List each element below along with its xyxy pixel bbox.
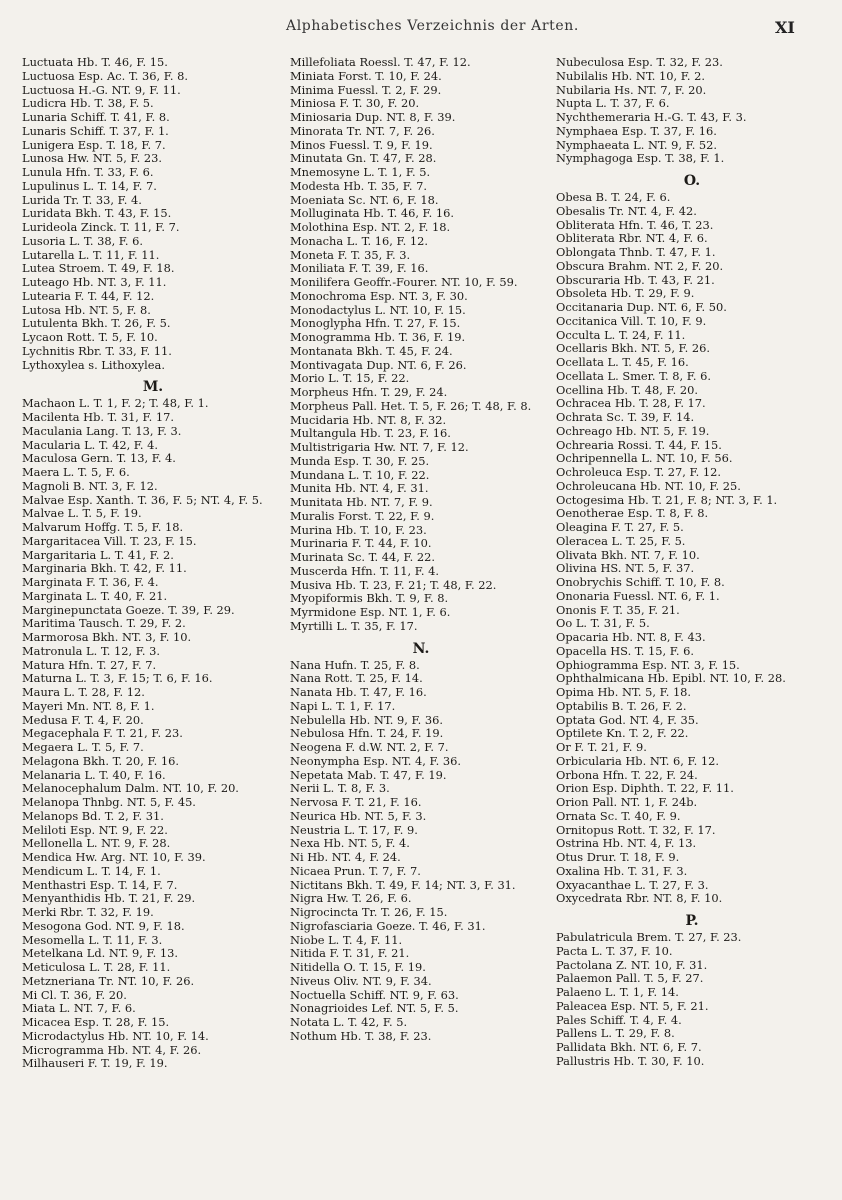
index-entry: Malvae L. T. 5, F. 19. bbox=[22, 506, 142, 521]
index-entry: Microgramma Hb. NT. 4, F. 26. bbox=[22, 1042, 202, 1057]
index-entry: Macilenta Hb. T. 31, F. 17. bbox=[22, 410, 175, 424]
index-entry: Melagona Bkh. T. 20, F. 16. bbox=[22, 753, 179, 768]
index-entry: Palaemon Pall. T. 5, F. 27. bbox=[556, 971, 704, 986]
index-entry: Minos Fuessl. T. 9, F. 19. bbox=[290, 137, 433, 152]
index-entry: Marmorosa Bkh. NT. 3, F. 10. bbox=[22, 630, 192, 644]
index-entry: Ononaria Fuessl. NT. 6, F. 1. bbox=[556, 588, 720, 603]
index-entry: Obesa B. T. 24, F. 6. bbox=[556, 190, 671, 204]
index-entry: Mucidaria Hb. NT. 8, F. 32. bbox=[290, 412, 447, 427]
index-entry: Occitanica Vill. T. 10, F. 9. bbox=[556, 313, 707, 328]
index-entry: Napi L. T. 1, F. 17. bbox=[290, 698, 396, 713]
index-entry: Nubeculosa Esp. T. 32, F. 23. bbox=[556, 56, 723, 69]
index-entry: Macularia L. T. 42, F. 4. bbox=[22, 437, 159, 452]
index-entry: Neonympha Esp. NT. 4, F. 36. bbox=[290, 753, 461, 768]
index-column-2 bbox=[290, 56, 552, 1186]
index-entry: Ochroleuca Esp. T. 27, F. 12. bbox=[556, 465, 721, 479]
index-entry: Lutulenta Bkh. T. 26, F. 5. bbox=[22, 316, 171, 331]
index-column-1 bbox=[22, 56, 284, 1186]
index-entry: Muralis Forst. T. 22, F. 9. bbox=[290, 508, 435, 523]
index-entry: Ni Hb. NT. 4, F. 24. bbox=[290, 850, 401, 864]
index-entry: Montivagata Dup. NT. 6, F. 26. bbox=[290, 357, 467, 372]
index-entry: Montanata Bkh. T. 45, F. 24. bbox=[290, 343, 453, 358]
index-entry: Noctuella Schiff. NT. 9, F. 63. bbox=[290, 987, 459, 1002]
index-entry: Micacea Esp. T. 28, F. 15. bbox=[22, 1015, 170, 1029]
index-entry: Monodactylus L. NT. 10, F. 15. bbox=[290, 302, 466, 317]
index-entry: Palaeno L. T. 1, F. 14. bbox=[556, 985, 679, 999]
index-entry: Ocellaris Bkh. NT. 5, F. 26. bbox=[556, 341, 711, 356]
index-entry: Pabulatricula Brem. T. 27, F. 23. bbox=[556, 930, 742, 944]
index-entry: Microdactylus Hb. NT. 10, F. 14. bbox=[22, 1028, 209, 1043]
index-entry: Margaritaria L. T. 41, F. 2. bbox=[22, 547, 174, 562]
index-entry: Murinata Sc. T. 44, F. 22. bbox=[290, 550, 436, 564]
index-entry: Orbona Hfn. T. 22, F. 24. bbox=[556, 767, 698, 782]
index-entry: Pallens L. T. 29, F. 8. bbox=[556, 1026, 675, 1041]
index-entry: Morpheus Hfn. T. 29, F. 24. bbox=[290, 385, 448, 399]
index-entry: Minima Fuessl. T. 2, F. 29. bbox=[290, 82, 442, 97]
index-entry: Orion Pall. NT. 1, F. 24b. bbox=[556, 795, 698, 809]
index-entry: Maculosa Gern. T. 13, F. 4. bbox=[22, 451, 176, 466]
index-entry: Mendicum L. T. 14, F. 1. bbox=[22, 863, 161, 878]
index-entry: Myrtilli L. T. 35, F. 17. bbox=[290, 618, 418, 633]
index-entry: Nitidella O. T. 15, F. 19. bbox=[290, 960, 426, 974]
index-entry: Nubilalis Hb. NT. 10, F. 2. bbox=[556, 68, 705, 83]
page-title: Alphabetisches Verzeichnis der Arten. bbox=[286, 18, 579, 34]
index-entry: Pales Schiff. T. 4, F. 4. bbox=[556, 1012, 682, 1027]
index-entry: Oo L. T. 31, F. 5. bbox=[556, 616, 650, 631]
index-entry: Marginepunctata Goeze. T. 39, F. 29. bbox=[22, 602, 235, 617]
index-entry: Ocellata L. T. 45, F. 16. bbox=[556, 355, 689, 369]
index-entry: Pacta L. T. 37, F. 10. bbox=[556, 943, 673, 958]
index-entry: Machaon L. T. 1, F. 2; T. 48, F. 1. bbox=[22, 396, 209, 411]
index-entry: Monoglypha Hfn. T. 27, F. 15. bbox=[290, 316, 461, 331]
index-entry: Moeniata Sc. NT. 6, F. 18. bbox=[290, 192, 439, 207]
index-entry: Marginata F. T. 36, F. 4. bbox=[22, 575, 159, 589]
index-entry: Medusa F. T. 4, F. 20. bbox=[22, 712, 144, 727]
index-entry: Nana Rott. T. 25, F. 14. bbox=[290, 671, 423, 686]
index-entry: Nerii L. T. 8, F. 3. bbox=[290, 781, 390, 796]
index-entry: Miata L. NT. 7, F. 6. bbox=[22, 1001, 136, 1016]
index-column-3 bbox=[556, 56, 828, 1186]
index-entry: Malvarum Hoffg. T. 5, F. 18. bbox=[22, 520, 184, 534]
index-entry: Ornitopus Rott. T. 32, F. 17. bbox=[556, 822, 716, 837]
index-entry: Miniosa F. T. 30, F. 20. bbox=[290, 96, 420, 111]
index-entry: Murinaria F. T. 44, F. 10. bbox=[290, 536, 432, 551]
index-entry: Lunaris Schiff. T. 37, F. 1. bbox=[22, 123, 169, 138]
index-entry: Lycaon Rott. T. 5, F. 10. bbox=[22, 330, 158, 344]
index-entry: Megacephala F. T. 21, F. 23. bbox=[22, 726, 183, 741]
index-entry: Minorata Tr. NT. 7, F. 26. bbox=[290, 123, 435, 138]
index-entry: Nexa Hb. NT. 5, F. 4. bbox=[290, 836, 410, 851]
index-entry: Ostrina Hb. NT. 4, F. 13. bbox=[556, 836, 697, 851]
index-entry: Ochroleucana Hb. NT. 10, F. 25. bbox=[556, 478, 741, 493]
index-entry: Metelkana Ld. NT. 9, F. 13. bbox=[22, 946, 179, 961]
index-entry: Oenotherae Esp. T. 8, F. 8. bbox=[556, 506, 709, 521]
index-entry: Lutosa Hb. NT. 5, F. 8. bbox=[22, 302, 151, 317]
index-entry: Otus Drur. T. 18, F. 9. bbox=[556, 850, 680, 864]
index-entry: Milhauseri F. T. 19, F. 19. bbox=[22, 1056, 168, 1071]
index-entry: Lunosa Hw. NT. 5, F. 23. bbox=[22, 151, 163, 166]
index-entry: Merki Rbr. T. 32, F. 19. bbox=[22, 905, 154, 919]
index-entry: Opima Hb. NT. 5, F. 18. bbox=[556, 685, 692, 699]
index-entry: Neurica Hb. NT. 5, F. 3. bbox=[290, 808, 427, 823]
index-entry: Olivina HS. NT. 5, F. 37. bbox=[556, 561, 695, 576]
index-entry: Nebulosa Hfn. T. 24, F. 19. bbox=[290, 726, 444, 741]
index-entry: Munda Esp. T. 30, F. 25. bbox=[290, 453, 430, 468]
index-entry: Marginaria Bkh. T. 42, F. 11. bbox=[22, 561, 187, 576]
index-entry: Maturna L. T. 3, F. 15; T. 6, F. 16. bbox=[22, 671, 213, 686]
index-entry: Lunula Hfn. T. 33, F. 6. bbox=[22, 165, 154, 179]
page-header bbox=[0, 18, 842, 42]
index-entry: Ophiogramma Esp. NT. 3, F. 15. bbox=[556, 657, 740, 672]
index-entry: Muscerda Hfn. T. 11, F. 4. bbox=[290, 563, 439, 578]
index-entry: Melanocephalum Dalm. NT. 10, F. 20. bbox=[22, 781, 239, 796]
index-entry: Musiva Hb. T. 23, F. 21; T. 48, F. 22. bbox=[290, 577, 497, 592]
index-entry: Olivata Bkh. NT. 7, F. 10. bbox=[556, 547, 700, 562]
index-entry: Nigrofasciaria Goeze. T. 46, F. 31. bbox=[290, 918, 486, 933]
index-entry: Optilete Kn. T. 2, F. 22. bbox=[556, 726, 689, 741]
index-entry: Metzneriana Tr. NT. 10, F. 26. bbox=[22, 973, 195, 988]
index-entry: Lutearia F. T. 44, F. 12. bbox=[22, 288, 155, 303]
index-entry: Ochripennella L. NT. 10, F. 56. bbox=[556, 451, 733, 466]
index-entry: Mesogona God. NT. 9, F. 18. bbox=[22, 918, 185, 933]
index-entry: Obesalis Tr. NT. 4, F. 42. bbox=[556, 203, 697, 218]
index-entry: Myrmidone Esp. NT. 1, F. 6. bbox=[290, 605, 451, 619]
index-entry: Lusoria L. T. 38, F. 6. bbox=[22, 233, 144, 248]
index-entry: Optata God. NT. 4, F. 35. bbox=[556, 712, 699, 727]
index-entry: Oleracea L. T. 25, F. 5. bbox=[556, 533, 686, 548]
index-entry: Orbicularia Hb. NT. 6, F. 12. bbox=[556, 753, 719, 768]
index-entry: Margaritacea Vill. T. 23, F. 15. bbox=[22, 533, 197, 548]
index-entry: Lychnitis Rbr. T. 33, F. 11. bbox=[22, 343, 172, 358]
index-entry: Ononis F. T. 35, F. 21. bbox=[556, 602, 680, 617]
index-entry: Nepetata Mab. T. 47, F. 19. bbox=[290, 767, 447, 782]
index-entry: Ophthalmicana Hb. Epibl. NT. 10, F. 28. bbox=[556, 671, 786, 686]
index-entry: Lutarella L. T. 11, F. 11. bbox=[22, 247, 160, 262]
index-entry: Ochracea Hb. T. 28, F. 17. bbox=[556, 396, 706, 411]
index-entry: Maritima Tausch. T. 29, F. 2. bbox=[22, 616, 186, 631]
index-entry: Minutata Gn. T. 47, F. 28. bbox=[290, 151, 437, 166]
index-entry: Maculania Lang. T. 13, F. 3. bbox=[22, 423, 182, 438]
index-entry: Lythoxylea s. Lithoxylea. bbox=[22, 357, 165, 372]
index-entry: Lunigera Esp. T. 18, F. 7. bbox=[22, 137, 166, 152]
index-entry: Millefoliata Roessl. T. 47, F. 12. bbox=[290, 56, 471, 69]
index-entry: Niveus Oliv. NT. 9, F. 34. bbox=[290, 973, 432, 988]
index-entry: Ludicra Hb. T. 38, F. 5. bbox=[22, 96, 154, 111]
index-entry: Neustria L. T. 17, F. 9. bbox=[290, 822, 418, 837]
index-entry: Nictitans Bkh. T. 49, F. 14; NT. 3, F. 31. bbox=[290, 877, 516, 892]
index-entry: Nymphaeata L. NT. 9, F. 52. bbox=[556, 137, 718, 152]
index-entry: Obliterata Rbr. NT. 4, F. 6. bbox=[556, 231, 708, 246]
index-entry: Matura Hfn. T. 27, F. 7. bbox=[22, 657, 157, 672]
index-entry: Maura L. T. 28, F. 12. bbox=[22, 685, 145, 699]
index-entry: Nana Hufn. T. 25, F. 8. bbox=[290, 657, 420, 672]
index-entry: Opacaria Hb. NT. 8, F. 43. bbox=[556, 630, 706, 644]
index-entry: Pactolana Z. NT. 10, F. 31. bbox=[556, 957, 708, 972]
index-entry: Or F. T. 21, F. 9. bbox=[556, 740, 647, 754]
section-heading: O. bbox=[683, 173, 701, 189]
index-entry: Nothum Hb. T. 38, F. 23. bbox=[290, 1028, 432, 1043]
index-entry: Mundana L. T. 10, F. 22. bbox=[290, 467, 430, 482]
index-entry: Pallustris Hb. T. 30, F. 10. bbox=[556, 1053, 705, 1068]
index-entry: Opacella HS. T. 15, F. 6. bbox=[556, 643, 694, 658]
index-entry: Oxalina Hb. T. 31, F. 3. bbox=[556, 863, 688, 878]
index-entry: Obscura Brahm. NT. 2, F. 20. bbox=[556, 258, 724, 273]
section-heading: P. bbox=[685, 913, 699, 929]
index-entry: Nonagrioides Lef. NT. 5, F. 5. bbox=[290, 1001, 459, 1016]
index-entry: Moniliata F. T. 39, F. 16. bbox=[290, 261, 429, 276]
index-entry: Malvae Esp. Xanth. T. 36, F. 5; NT. 4, F. 5. bbox=[22, 492, 263, 507]
index-entry: Nymphaea Esp. T. 37, F. 16. bbox=[556, 123, 717, 138]
index-entry: Mendica Hw. Arg. NT. 10, F. 39. bbox=[22, 850, 206, 864]
index-entry: Oleagina F. T. 27, F. 5. bbox=[556, 520, 684, 534]
index-entry: Mesomella L. T. 11, F. 3. bbox=[22, 932, 163, 947]
index-entry: Oblongata Thnb. T. 47, F. 1. bbox=[556, 245, 716, 259]
index-entry: Monilifera Geoffr.-Fourer. NT. 10, F. 59. bbox=[290, 275, 518, 289]
index-entry: Nervosa F. T. 21, F. 16. bbox=[290, 795, 422, 809]
index-entry: Optabilis B. T. 26, F. 2. bbox=[556, 698, 687, 713]
index-entry: Ochrearia Rossi. T. 44, F. 15. bbox=[556, 437, 722, 452]
index-entry: Molothina Esp. NT. 2, F. 18. bbox=[290, 220, 451, 234]
index-entry: Notata L. T. 42, F. 5. bbox=[290, 1015, 408, 1029]
index-entry: Paleacea Esp. NT. 5, F. 21. bbox=[556, 998, 709, 1013]
index-entry: Menyanthidis Hb. T. 21, F. 29. bbox=[22, 891, 196, 906]
index-entry: Monacha L. T. 16, F. 12. bbox=[290, 233, 428, 248]
index-entry: Lutea Stroem. T. 49, F. 18. bbox=[22, 261, 175, 276]
index-entry: Mellonella L. NT. 9, F. 28. bbox=[22, 836, 171, 851]
index-entry: Lupulinus L. T. 14, F. 7. bbox=[22, 178, 157, 193]
index-entry: Nupta L. T. 37, F. 6. bbox=[556, 96, 670, 111]
index-entry: Miniosaria Dup. NT. 8, F. 39. bbox=[290, 110, 456, 124]
index-entry: Multangula Hb. T. 23, F. 16. bbox=[290, 426, 451, 441]
index-entry: Obliterata Hfn. T. 46, T. 23. bbox=[556, 217, 714, 232]
index-entry: Neogena F. d.W. NT. 2, F. 7. bbox=[290, 740, 449, 754]
index-entry: Nychthemeraria H.-G. T. 43, F. 3. bbox=[556, 110, 747, 124]
index-entry: Luteago Hb. NT. 3, F. 11. bbox=[22, 275, 167, 289]
index-entry: Myopiformis Bkh. T. 9, F. 8. bbox=[290, 591, 449, 606]
index-entry: Marginata L. T. 40, F. 21. bbox=[22, 588, 168, 603]
index-entry: Magnoli B. NT. 3, F. 12. bbox=[22, 478, 158, 493]
index-entry: Occulta L. T. 24, F. 11. bbox=[556, 327, 686, 342]
index-entry: Nigra Hw. T. 26, F. 6. bbox=[290, 891, 412, 906]
index-entry: Nitida F. T. 31, F. 21. bbox=[290, 946, 410, 961]
index-entry: Obscuraria Hb. T. 43, F. 21. bbox=[556, 272, 715, 287]
index-entry: Obsoleta Hb. T. 29, F. 9. bbox=[556, 286, 695, 301]
index-entry: Morio L. T. 15, F. 22. bbox=[290, 371, 410, 386]
index-entry: Luctuosa H.-G. NT. 9, F. 11. bbox=[22, 82, 181, 97]
index-entry: Melanops Bd. T. 2, F. 31. bbox=[22, 808, 164, 823]
index-entry: Monogramma Hb. T. 36, F. 19. bbox=[290, 330, 466, 344]
index-entry: Mi Cl. T. 36, F. 20. bbox=[22, 987, 127, 1002]
index-entry: Luctuosa Esp. Ac. T. 36, F. 8. bbox=[22, 68, 188, 83]
index-entry: Munitata Hb. NT. 7, F. 9. bbox=[290, 495, 433, 509]
index-entry: Lurideola Zinck. T. 11, F. 7. bbox=[22, 220, 180, 234]
section-heading: M. bbox=[142, 379, 164, 396]
index-entry: Molluginata Hb. T. 46, F. 16. bbox=[290, 206, 455, 221]
index-entry: Oxycedrata Rbr. NT. 8, F. 10. bbox=[556, 891, 723, 906]
index-entry: Pallidata Bkh. NT. 6, F. 7. bbox=[556, 1040, 702, 1054]
index-entry: Ocellina Hb. T. 48, F. 20. bbox=[556, 382, 698, 397]
index-entry: Niobe L. T. 4, F. 11. bbox=[290, 932, 403, 947]
index-entry: Oxyacanthae L. T. 27, F. 3. bbox=[556, 877, 709, 892]
index-entry: Lunaria Schiff. T. 41, F. 8. bbox=[22, 110, 170, 124]
index-entry: Ochrata Sc. T. 39, F. 14. bbox=[556, 410, 695, 424]
index-entry: Multistrigaria Hw. NT. 7, F. 12. bbox=[290, 440, 469, 454]
index-entry: Nymphagoga Esp. T. 38, F. 1. bbox=[556, 151, 725, 166]
index-entry: Murina Hb. T. 10, F. 23. bbox=[290, 522, 427, 537]
index-entry: Miniata Forst. T. 10, F. 24. bbox=[290, 68, 442, 83]
index-entry: Orion Esp. Diphth. T. 22, F. 11. bbox=[556, 781, 734, 796]
index-entry: Ochreago Hb. NT. 5, F. 19. bbox=[556, 423, 710, 438]
page-number: XI bbox=[775, 18, 795, 37]
index-entry: Lurida Tr. T. 33, F. 4. bbox=[22, 192, 142, 207]
index-entry: Munita Hb. NT. 4, F. 31. bbox=[290, 481, 429, 496]
index-entry: Nigrocincta Tr. T. 26, F. 15. bbox=[290, 905, 448, 919]
index-entry: Luctuata Hb. T. 46, F. 15. bbox=[22, 56, 168, 69]
index-entry: Nubilaria Hs. NT. 7, F. 20. bbox=[556, 82, 707, 97]
index-entry: Ornata Sc. T. 40, F. 9. bbox=[556, 808, 681, 823]
index-entry: Nicaea Prun. T. 7, F. 7. bbox=[290, 863, 421, 878]
index-entry: Monochroma Esp. NT. 3, F. 30. bbox=[290, 288, 468, 303]
index-entry: Mnemosyne L. T. 1, F. 5. bbox=[290, 165, 431, 179]
index-entry: Menthastri Esp. T. 14, F. 7. bbox=[22, 877, 178, 892]
section-heading: N. bbox=[412, 640, 430, 657]
index-entry: Matronula L. T. 12, F. 3. bbox=[22, 643, 161, 658]
index-entry: Octogesima Hb. T. 21, F. 8; NT. 3, F. 1. bbox=[556, 492, 778, 507]
index-entry: Morpheus Pall. Het. T. 5, F. 26; T. 48, F. 8. bbox=[290, 398, 532, 413]
index-entry: Ocellata L. Smer. T. 8, F. 6. bbox=[556, 368, 711, 383]
index-entry: Occitanaria Dup. NT. 6, F. 50. bbox=[556, 300, 727, 314]
index-entry: Luridata Bkh. T. 43, F. 15. bbox=[22, 206, 172, 221]
index-entry: Megaera L. T. 5, F. 7. bbox=[22, 740, 144, 754]
index-entry: Maera L. T. 5, F. 6. bbox=[22, 465, 130, 479]
index-entry: Modesta Hb. T. 35, F. 7. bbox=[290, 178, 427, 193]
index-entry: Meliloti Esp. NT. 9, F. 22. bbox=[22, 822, 168, 837]
index-entry: Onobrychis Schiff. T. 10, F. 8. bbox=[556, 575, 725, 589]
index-entry: Mayeri Mn. NT. 8, F. 1. bbox=[22, 698, 155, 713]
index-entry: Melanopa Thnbg. NT. 5, F. 45. bbox=[22, 795, 196, 809]
index-entry: Meticulosa L. T. 28, F. 11. bbox=[22, 960, 171, 974]
index-entry: Nebulella Hb. NT. 9, F. 36. bbox=[290, 712, 443, 727]
index-entry: Melanaria L. T. 40, F. 16. bbox=[22, 767, 166, 782]
index-entry: Moneta F. T. 35, F. 3. bbox=[290, 247, 411, 262]
index-entry: Nanata Hb. T. 47, F. 16. bbox=[290, 685, 427, 699]
